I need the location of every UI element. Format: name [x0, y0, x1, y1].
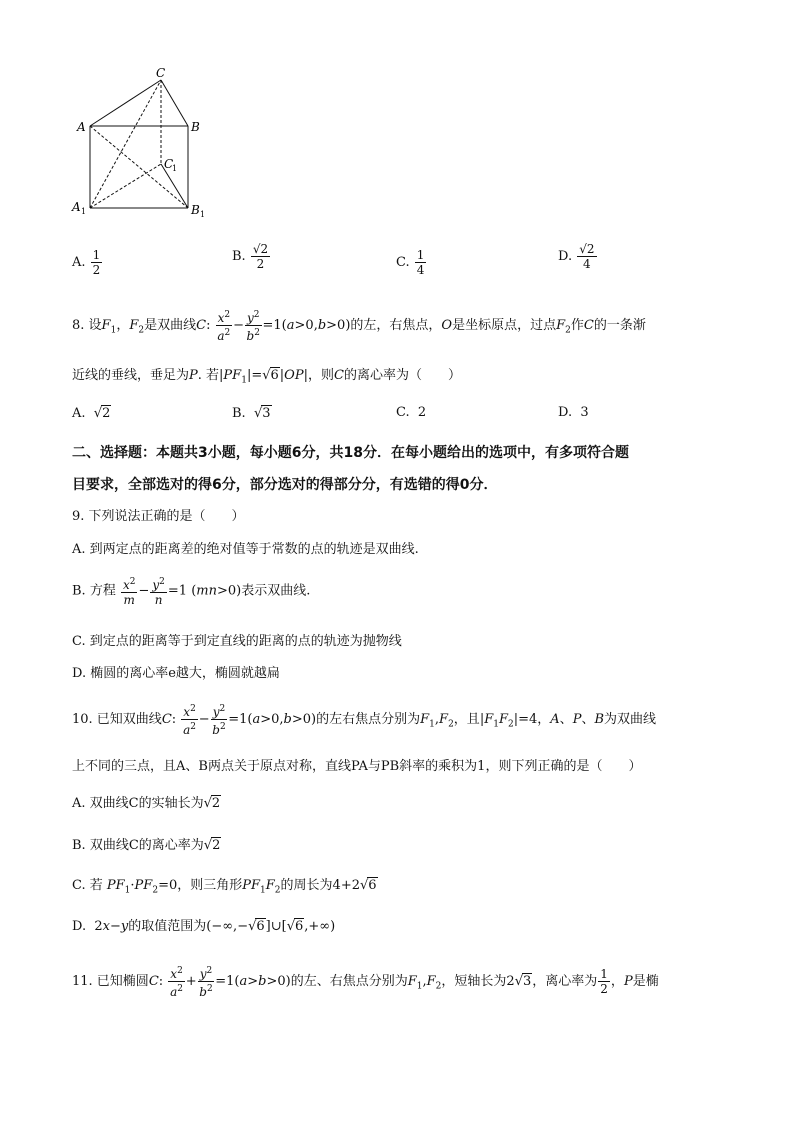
text: ，则三角形 [177, 878, 243, 893]
q10-option-a[interactable]: A. 双曲线C的实轴长为√2 [72, 796, 221, 811]
text: 11. 已知椭圆 [72, 974, 149, 989]
label-b: B [191, 120, 200, 134]
q8-line1: 8. 设$F_1$，$F_2$是双曲线C: $\frac{x^2}{a^2}$ − $\frac{y^2}{b^2}$ =1(a>0,b>0)的左，右焦点，O是坐标原点，过点$F_2$作C的一条渐 [72, 310, 646, 343]
edge-cb [161, 80, 188, 126]
label-a: A [77, 120, 86, 134]
fraction: $\frac{1}{2}$ [600, 967, 608, 996]
q8-option-c[interactable] [396, 405, 426, 420]
edge-ac [90, 80, 161, 126]
q10-line1: 10. 已知双曲线C: $\frac{x^2}{a^2}$ − $\frac{y^2}{b^2}$ =1(a>0,b>0)的左右焦点分别为$F_1,F_2$，且$|F_1F_2|=4$，A、P、B为双曲线 [72, 704, 657, 737]
q9-option-c[interactable]: C. 到定点的距离等于到定直线的距离的点的轨迹为抛物线 [72, 634, 402, 649]
label-b1: B [191, 203, 200, 217]
text: 的一条渐 [593, 318, 646, 333]
text: 8. 设 [72, 318, 102, 333]
option-letter: A. [72, 255, 86, 270]
q10-option-c[interactable]: C. 若 $PF_1\cdot PF_2=0$，则三角形$PF_1F_2$的周长为4+2√6 [72, 878, 377, 896]
section-2-heading-line2: 目要求，全部选对的得6分，部分选对的得部分分，有选错的得0分． [72, 477, 498, 493]
label-a1: A [72, 200, 81, 214]
fraction: $\frac{y^2}{n}$ [152, 577, 165, 607]
text: . 若 [197, 368, 220, 383]
label-c: C [156, 66, 166, 80]
label-a1-sub: 1 [81, 207, 87, 216]
text: B. 方程 [72, 583, 116, 599]
q7-option-c[interactable] [396, 248, 427, 277]
text: 作 [570, 318, 584, 333]
option-letter: D. [558, 405, 573, 420]
fraction: $\frac{√2}{4}$ [579, 242, 595, 271]
label-b1-sub: 1 [200, 210, 206, 219]
option-letter: B. [232, 406, 246, 421]
option-letter: C. [396, 255, 410, 270]
q10-option-b[interactable]: B. 双曲线C的离心率为√2 [72, 838, 221, 853]
diag-a1c [90, 80, 161, 208]
option-letter: A. [72, 406, 86, 421]
fraction: $\frac{y^2}{b^2}$ [246, 310, 260, 343]
q9-option-d[interactable]: D. 椭圆的离心率e越大，椭圆就越扁 [72, 666, 280, 681]
prism-figure [70, 64, 220, 224]
text: ，且 [453, 712, 480, 727]
q9-option-b[interactable]: B. 方程 $\frac{x^2}{m}$ − $\frac{y^2}{n}$ =1 (mn>0)表示双曲线. [72, 577, 311, 607]
text: 为双曲线 [604, 712, 657, 727]
text: ， [610, 974, 624, 989]
text: 表示双曲线. [241, 583, 311, 599]
text: B. 双曲线C的离心率为 [72, 838, 204, 853]
fraction: $\frac{y^2}{b^2}$ [212, 704, 226, 737]
text: 是双曲线 [144, 318, 197, 333]
text: 是坐标原点，过点 [452, 318, 557, 333]
label-c1-sub: 1 [172, 164, 178, 173]
text: A. 双曲线C的实轴长为 [72, 796, 204, 811]
q8-line2: 近线的垂线，垂足为P. 若$|PF_1|=√6|OP|$，则C的离心率为（ ） [72, 368, 461, 386]
q10-line2: 上不同的三点，且A、B两点关于原点对称，直线PA与PB斜率的乘积为1，则下列正确的是（ ） [72, 759, 642, 774]
option-value: 3 [580, 405, 589, 420]
option-value: 3 [262, 406, 271, 421]
text: ，离心率为 [532, 974, 598, 989]
text: C. 若 [72, 878, 103, 893]
text: 是椭 [632, 974, 659, 989]
q9-stem: 9. 下列说法正确的是（ ） [72, 509, 245, 524]
fraction: $\frac{y^2}{b^2}$ [199, 966, 213, 999]
fraction: $\frac{√2}{2}$ [252, 242, 269, 271]
fraction: $\frac{x^2}{m}$ [122, 577, 136, 607]
fraction: $\frac{x^2}{a^2}$ [170, 966, 183, 999]
q9-option-a[interactable]: A. 到两定点的距离差的绝对值等于常数的点的轨迹是双曲线. [72, 542, 419, 557]
q7-option-d[interactable] [558, 242, 598, 271]
q8-option-a[interactable]: A. √2 [72, 406, 111, 421]
label-c1: C [164, 157, 174, 171]
text: 10. 已知双曲线 [72, 712, 162, 727]
text: 的离心率为（ ） [343, 368, 461, 383]
text: 的左，右焦点， [350, 318, 442, 333]
q11-line1: 11. 已知椭圆C: $\frac{x^2}{a^2}$ + $\frac{y^2}{b^2}$ =1(a>b>0)的左、右焦点分别为$F_1,F_2$，短轴长为2√3，离心率为 $\frac{1}{2}$ ，P是椭 [72, 966, 659, 999]
section-2-heading-line1: 二、选择题：本题共3小题，每小题6分，共18分．在每小题给出的选项中，有多项符合题 [72, 445, 629, 461]
text: 的取值范围为 [128, 919, 207, 934]
text: 近线的垂线，垂足为 [72, 368, 190, 383]
text: 的周长为 [280, 878, 333, 893]
option-value: 2 [102, 406, 111, 421]
option-value: 2 [417, 405, 427, 420]
edge-a1c1 [90, 164, 161, 208]
option-letter: B. [232, 249, 246, 264]
q8-option-b[interactable]: B. √3 [232, 406, 271, 421]
text: D. [72, 919, 87, 934]
fraction: $\frac{x^2}{a^2}$ [183, 704, 196, 737]
option-letter: C. [396, 405, 410, 420]
text: 的左、右焦点分别为 [290, 974, 408, 989]
text: 的左右焦点分别为 [316, 712, 421, 727]
q7-option-b[interactable] [232, 242, 271, 271]
q10-option-d[interactable]: D. 2x−y的取值范围为(−∞,−√6]∪[√6,+∞) [72, 919, 336, 934]
option-letter: D. [558, 249, 573, 264]
fraction: $\frac{1}{2}$ [92, 248, 101, 277]
text: ，短轴长为 [441, 974, 507, 989]
text: ，则 [307, 368, 334, 383]
q7-option-a[interactable] [72, 248, 103, 277]
q8-option-d[interactable] [558, 405, 589, 420]
fraction: $\frac{1}{4}$ [416, 248, 425, 277]
fraction: $\frac{x^2}{a^2}$ [217, 310, 231, 343]
